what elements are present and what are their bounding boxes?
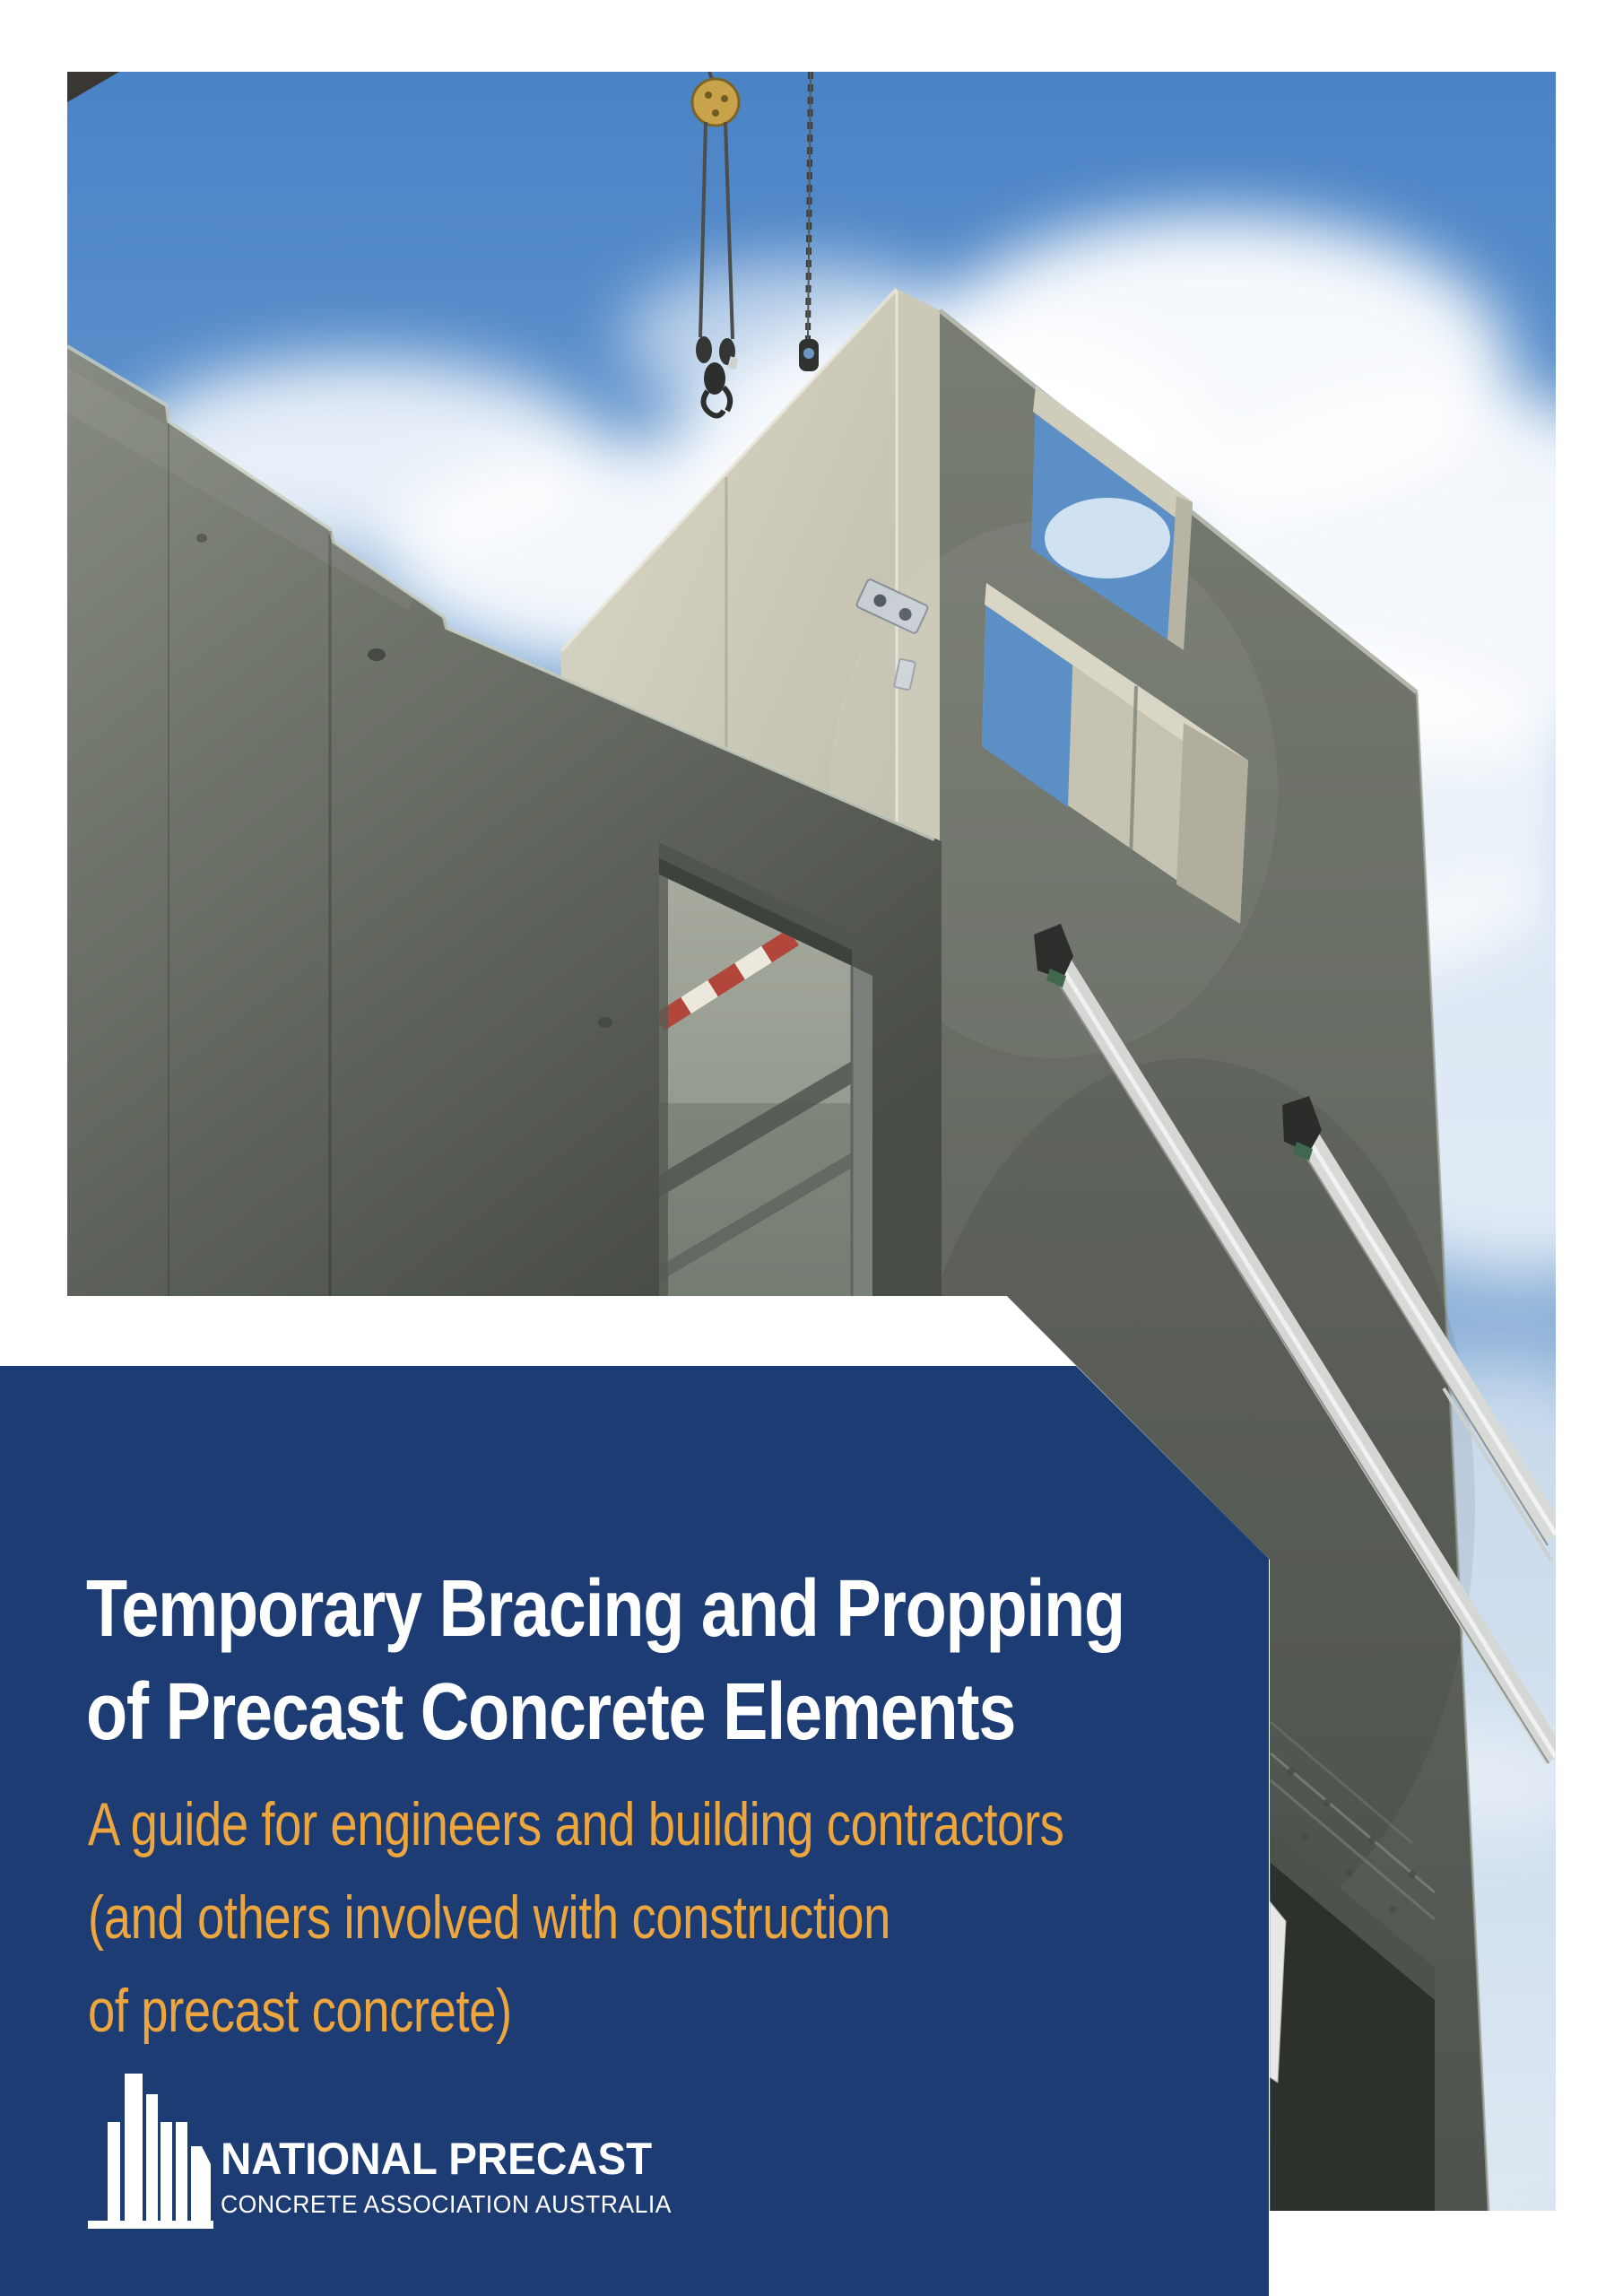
door-frame-stud: [852, 966, 872, 1296]
logo-org-tagline: CONCRETE ASSOCIATION AUSTRALIA: [221, 2190, 673, 2218]
logo-org-name: NATIONAL PRECAST: [221, 2134, 653, 2184]
precast-building-bars-icon: [86, 2070, 213, 2231]
page-title: [86, 1558, 1124, 1764]
title-line-1: Temporary Bracing and Propping: [86, 1564, 1124, 1654]
page-subtitle: [88, 1778, 1063, 2057]
crane-pulley-icon: [692, 79, 739, 126]
subtitle-line-3: of precast concrete): [88, 1977, 512, 2045]
subtitle-line-2: (and others involved with construction: [88, 1883, 890, 1952]
title-line-2: of Precast Concrete Elements: [86, 1667, 1016, 1757]
subtitle-line-1: A guide for engineers and building contractors: [88, 1790, 1064, 1858]
